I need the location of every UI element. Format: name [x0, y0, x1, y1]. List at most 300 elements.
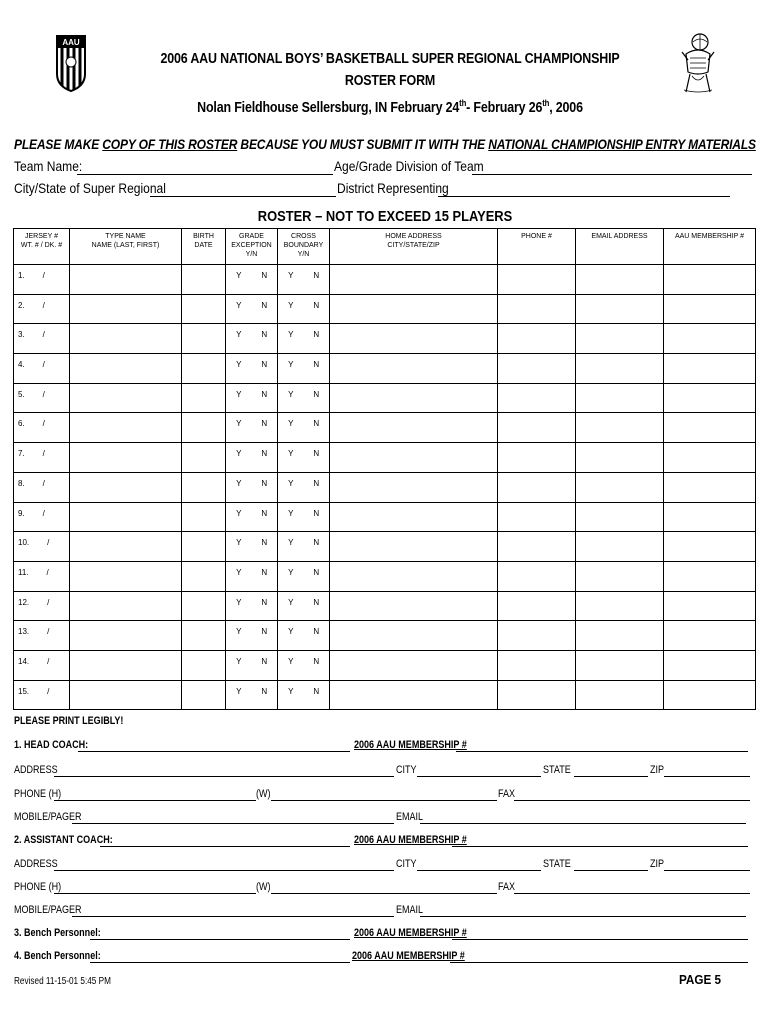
birth-date-cell[interactable] [182, 650, 226, 680]
jersey-cell[interactable] [14, 650, 70, 680]
cross-boundary-cell[interactable] [278, 443, 330, 473]
phone-cell[interactable] [498, 591, 576, 621]
birth-date-cell[interactable] [182, 265, 226, 295]
email-cell[interactable] [576, 413, 664, 443]
district-label: District Representing [337, 180, 449, 196]
head-coach-state-field[interactable] [574, 776, 648, 777]
grade-exception-cell[interactable] [226, 680, 278, 710]
column-header-text: BOUNDARY [283, 242, 324, 249]
form-title [90, 48, 690, 119]
row-number: 5. [18, 389, 25, 399]
yes-option[interactable]: Y [236, 330, 242, 340]
cross-boundary-cell[interactable] [278, 294, 330, 324]
no-option[interactable]: N [261, 330, 268, 340]
yes-option[interactable]: Y [288, 597, 294, 607]
table-row [14, 294, 756, 324]
yes-option[interactable]: Y [288, 538, 294, 548]
jersey-cell[interactable] [14, 294, 70, 324]
no-option[interactable]: N [261, 627, 268, 637]
email-cell[interactable] [576, 265, 664, 295]
column-header-text: WT. # / DK. # [20, 242, 63, 249]
home-address-cell[interactable] [330, 561, 498, 591]
name-cell[interactable] [70, 532, 182, 562]
email-cell[interactable] [576, 383, 664, 413]
yes-option[interactable]: Y [236, 360, 242, 370]
phone-cell[interactable] [498, 294, 576, 324]
head-coach-label: 1. HEAD COACH: [14, 739, 89, 751]
table-row [14, 472, 756, 502]
yes-option[interactable]: Y [288, 686, 294, 696]
birth-date-cell[interactable] [182, 472, 226, 502]
grade-exception-cell[interactable] [226, 591, 278, 621]
no-option[interactable]: N [313, 538, 320, 548]
phone-cell[interactable] [498, 383, 576, 413]
column-header-text: Y/N [297, 251, 310, 258]
head-coach-state-label: STATE [543, 764, 571, 776]
jersey-cell[interactable] [14, 383, 70, 413]
home-address-cell[interactable] [330, 472, 498, 502]
assistant-coach-address-label: ADDRESS [14, 858, 58, 870]
home-address-cell[interactable] [330, 621, 498, 651]
svg-text:AAU: AAU [62, 38, 80, 47]
bench-3-membership-label: 2006 AAU MEMBERSHIP # [354, 927, 467, 939]
yes-option[interactable]: Y [288, 478, 294, 488]
bench-3-membership-field[interactable] [452, 939, 748, 940]
jersey-cell[interactable] [14, 354, 70, 384]
jersey-separator: / [42, 360, 45, 370]
head-coach-city-field[interactable] [417, 776, 541, 777]
column-header-2 [70, 229, 182, 265]
membership-cell[interactable] [664, 621, 756, 651]
no-option[interactable]: N [313, 597, 320, 607]
grade-exception-cell[interactable] [226, 443, 278, 473]
membership-cell[interactable] [664, 502, 756, 532]
column-header-text: TYPE NAME [105, 233, 146, 240]
name-cell[interactable] [70, 650, 182, 680]
assistant-coach-email-label: EMAIL [396, 904, 424, 916]
column-header-text: GRADE [239, 233, 264, 240]
name-cell[interactable] [70, 383, 182, 413]
assistant-coach-zip-field[interactable] [664, 870, 750, 871]
jersey-cell[interactable] [14, 561, 70, 591]
jersey-separator: / [42, 508, 45, 518]
row-number: 14. [18, 656, 30, 666]
row-number: 13. [18, 627, 30, 637]
table-row [14, 502, 756, 532]
no-option[interactable]: N [261, 449, 268, 459]
yes-option[interactable]: Y [236, 300, 242, 310]
email-cell[interactable] [576, 650, 664, 680]
membership-cell[interactable] [664, 532, 756, 562]
jersey-separator: / [47, 597, 50, 607]
head-coach-fax-label: FAX [498, 788, 516, 800]
head-coach-membership-label: 2006 AAU MEMBERSHIP # [354, 739, 467, 751]
email-cell[interactable] [576, 502, 664, 532]
head-coach-mobile-field[interactable] [72, 823, 394, 824]
membership-cell[interactable] [664, 265, 756, 295]
no-option[interactable]: N [261, 419, 268, 429]
assistant-coach-mobile-field[interactable] [72, 916, 394, 917]
column-header-5 [278, 229, 330, 265]
head-coach-zip-label: ZIP [650, 764, 665, 776]
assistant-coach-membership-label: 2006 AAU MEMBERSHIP # [354, 834, 467, 846]
grade-exception-cell[interactable] [226, 265, 278, 295]
name-cell[interactable] [70, 265, 182, 295]
no-option[interactable]: N [261, 360, 268, 370]
jersey-cell[interactable] [14, 532, 70, 562]
birth-date-cell[interactable] [182, 354, 226, 384]
email-cell[interactable] [576, 324, 664, 354]
table-row [14, 650, 756, 680]
yes-option[interactable]: Y [236, 538, 242, 548]
head-coach-field[interactable] [78, 751, 350, 752]
assistant-coach-email-field[interactable] [420, 916, 746, 917]
home-address-cell[interactable] [330, 443, 498, 473]
grade-exception-cell[interactable] [226, 650, 278, 680]
jersey-cell[interactable] [14, 680, 70, 710]
cross-boundary-cell[interactable] [278, 354, 330, 384]
no-option[interactable]: N [313, 686, 320, 696]
membership-cell[interactable] [664, 650, 756, 680]
jersey-cell[interactable] [14, 413, 70, 443]
no-option[interactable]: N [261, 271, 268, 280]
yes-option[interactable]: Y [236, 597, 242, 607]
column-header-4 [226, 229, 278, 265]
no-option[interactable]: N [313, 330, 320, 340]
name-cell[interactable] [70, 621, 182, 651]
cross-boundary-cell[interactable] [278, 265, 330, 295]
name-cell[interactable] [70, 413, 182, 443]
grade-exception-cell[interactable] [226, 561, 278, 591]
home-address-cell[interactable] [330, 324, 498, 354]
title-line-2: ROSTER FORM [344, 73, 436, 89]
no-option[interactable]: N [261, 389, 268, 399]
column-header-text: CITY/STATE/ZIP [387, 242, 440, 249]
assistant-coach-city-field[interactable] [417, 870, 541, 871]
age-grade-field[interactable] [472, 174, 752, 175]
yes-option[interactable]: Y [288, 300, 294, 310]
birth-date-cell[interactable] [182, 680, 226, 710]
row-number: 11. [18, 567, 29, 577]
head-coach-phone-home-field[interactable] [54, 800, 256, 801]
column-header-text: Y/N [245, 251, 258, 258]
row-number: 9. [18, 508, 25, 518]
birth-date-cell[interactable] [182, 621, 226, 651]
home-address-cell[interactable] [330, 354, 498, 384]
phone-cell[interactable] [498, 354, 576, 384]
age-grade-label: Age/Grade Division of Team [334, 158, 484, 174]
home-address-cell[interactable] [330, 265, 498, 295]
home-address-cell[interactable] [330, 591, 498, 621]
cross-boundary-cell[interactable] [278, 383, 330, 413]
no-option[interactable]: N [313, 508, 320, 518]
no-option[interactable]: N [313, 627, 320, 637]
cross-boundary-cell[interactable] [278, 680, 330, 710]
table-row [14, 354, 756, 384]
no-option[interactable]: N [313, 449, 320, 459]
membership-cell[interactable] [664, 561, 756, 591]
grade-exception-cell[interactable] [226, 354, 278, 384]
team-name-field[interactable] [77, 174, 333, 175]
row-number: 12. [18, 597, 30, 607]
no-option[interactable]: N [313, 271, 320, 280]
phone-cell[interactable] [498, 413, 576, 443]
home-address-cell[interactable] [330, 413, 498, 443]
head-coach-email-field[interactable] [420, 823, 746, 824]
grade-exception-cell[interactable] [226, 324, 278, 354]
assistant-coach-city-label: CITY [396, 858, 417, 870]
head-coach-address-field[interactable] [54, 776, 394, 777]
no-option[interactable]: N [313, 567, 320, 577]
home-address-cell[interactable] [330, 502, 498, 532]
grade-exception-cell[interactable] [226, 621, 278, 651]
head-coach-membership-field[interactable] [456, 751, 748, 752]
yes-option[interactable]: Y [236, 686, 242, 696]
home-address-cell[interactable] [330, 383, 498, 413]
jersey-separator: / [47, 686, 50, 696]
table-row [14, 413, 756, 443]
assistant-coach-field[interactable] [100, 846, 350, 847]
column-header-1 [14, 229, 70, 265]
no-option[interactable]: N [261, 686, 268, 696]
membership-cell[interactable] [664, 680, 756, 710]
cross-boundary-cell[interactable] [278, 502, 330, 532]
email-cell[interactable] [576, 294, 664, 324]
phone-cell[interactable] [498, 502, 576, 532]
assistant-coach-label: 2. ASSISTANT COACH: [14, 834, 113, 846]
yes-option[interactable]: Y [288, 271, 294, 280]
membership-cell[interactable] [664, 591, 756, 621]
row-number: 7. [18, 449, 25, 459]
jersey-cell[interactable] [14, 621, 70, 651]
no-option[interactable]: N [261, 508, 268, 518]
yes-option[interactable]: Y [288, 508, 294, 518]
no-option[interactable]: N [261, 538, 268, 548]
no-option[interactable]: N [261, 597, 268, 607]
email-cell[interactable] [576, 443, 664, 473]
jersey-separator: / [47, 656, 50, 666]
membership-cell[interactable] [664, 413, 756, 443]
yes-option[interactable]: Y [288, 567, 294, 577]
column-header-text: HOME ADDRESS [385, 233, 442, 240]
jersey-separator: / [47, 538, 50, 548]
bench-personnel-3-field[interactable] [90, 939, 350, 940]
yes-option[interactable]: Y [236, 419, 242, 429]
assistant-coach-fax-label: FAX [498, 881, 516, 893]
no-option[interactable]: N [261, 478, 268, 488]
name-cell[interactable] [70, 561, 182, 591]
jersey-separator: / [42, 330, 45, 340]
membership-cell[interactable] [664, 472, 756, 502]
bench-4-membership-label: 2006 AAU MEMBERSHIP # [352, 950, 465, 962]
email-cell[interactable] [576, 532, 664, 562]
jersey-cell[interactable] [14, 265, 70, 295]
birth-date-cell[interactable] [182, 324, 226, 354]
phone-cell[interactable] [498, 265, 576, 295]
yes-option[interactable]: Y [236, 389, 242, 399]
head-coach-zip-field[interactable] [664, 776, 750, 777]
name-cell[interactable] [70, 354, 182, 384]
home-address-cell[interactable] [330, 294, 498, 324]
bench-personnel-4-label: 4. Bench Personnel: [14, 950, 101, 962]
name-cell[interactable] [70, 502, 182, 532]
no-option[interactable]: N [313, 419, 320, 429]
no-option[interactable]: N [313, 478, 320, 488]
jersey-cell[interactable] [14, 472, 70, 502]
assistant-coach-membership-field[interactable] [452, 846, 748, 847]
assistant-coach-phone-work-field[interactable] [271, 893, 497, 894]
bench-personnel-4-field[interactable] [90, 962, 350, 963]
yes-option[interactable]: Y [236, 627, 242, 637]
yes-option[interactable]: Y [288, 360, 294, 370]
city-state-field[interactable] [150, 196, 336, 197]
yes-option[interactable]: Y [236, 271, 242, 280]
cross-boundary-cell[interactable] [278, 621, 330, 651]
phone-cell[interactable] [498, 680, 576, 710]
phone-cell[interactable] [498, 650, 576, 680]
yes-option[interactable]: Y [236, 508, 242, 518]
head-coach-phone-work-field[interactable] [271, 800, 497, 801]
roster-heading: ROSTER – NOT TO EXCEED 15 PLAYERS [257, 208, 513, 225]
no-option[interactable]: N [261, 656, 268, 666]
assistant-coach-state-label: STATE [543, 858, 571, 870]
no-option[interactable]: N [313, 389, 320, 399]
jersey-cell[interactable] [14, 324, 70, 354]
cross-boundary-cell[interactable] [278, 650, 330, 680]
cross-boundary-cell[interactable] [278, 591, 330, 621]
no-option[interactable]: N [313, 360, 320, 370]
no-option[interactable]: N [261, 567, 268, 577]
assistant-coach-fax-field[interactable] [514, 893, 750, 894]
home-address-cell[interactable] [330, 650, 498, 680]
jersey-separator: / [42, 449, 45, 459]
birth-date-cell[interactable] [182, 561, 226, 591]
name-cell[interactable] [70, 324, 182, 354]
cross-boundary-cell[interactable] [278, 472, 330, 502]
name-cell[interactable] [70, 591, 182, 621]
head-coach-phone-label: PHONE (H) [14, 788, 62, 800]
home-address-cell[interactable] [330, 680, 498, 710]
grade-exception-cell[interactable] [226, 472, 278, 502]
assistant-coach-phone-work-label: (W) [256, 881, 271, 893]
membership-cell[interactable] [664, 383, 756, 413]
assistant-coach-state-field[interactable] [574, 870, 648, 871]
grade-exception-cell[interactable] [226, 532, 278, 562]
jersey-separator: / [42, 478, 45, 488]
row-number: 1. [18, 271, 25, 280]
row-number: 3. [18, 330, 25, 340]
email-cell[interactable] [576, 621, 664, 651]
email-cell[interactable] [576, 561, 664, 591]
assistant-coach-phone-home-field[interactable] [54, 893, 256, 894]
birth-date-cell[interactable] [182, 443, 226, 473]
phone-cell[interactable] [498, 472, 576, 502]
table-row [14, 591, 756, 621]
yes-option[interactable]: Y [288, 627, 294, 637]
yes-option[interactable]: Y [288, 389, 294, 399]
grade-exception-cell[interactable] [226, 294, 278, 324]
table-row [14, 443, 756, 473]
yes-option[interactable]: Y [288, 656, 294, 666]
birth-date-cell[interactable] [182, 591, 226, 621]
birth-date-cell[interactable] [182, 383, 226, 413]
grade-exception-cell[interactable] [226, 383, 278, 413]
jersey-separator: / [42, 300, 45, 310]
birth-date-cell[interactable] [182, 413, 226, 443]
email-cell[interactable] [576, 591, 664, 621]
assistant-coach-mobile-label: MOBILE/PAGER [14, 904, 82, 916]
title-line-3: Nolan Fieldhouse Sellersburg, IN February 24th- February 26th, 2006 [197, 98, 583, 116]
membership-cell[interactable] [664, 324, 756, 354]
yes-option[interactable]: Y [288, 419, 294, 429]
column-header-8 [576, 229, 664, 265]
row-number: 2. [18, 300, 25, 310]
email-cell[interactable] [576, 472, 664, 502]
name-cell[interactable] [70, 443, 182, 473]
grade-exception-cell[interactable] [226, 502, 278, 532]
yes-option[interactable]: Y [288, 449, 294, 459]
phone-cell[interactable] [498, 532, 576, 562]
yes-option[interactable]: Y [236, 656, 242, 666]
district-field[interactable] [438, 196, 730, 197]
cross-boundary-cell[interactable] [278, 561, 330, 591]
yes-option[interactable]: Y [236, 567, 242, 577]
no-option[interactable]: N [261, 300, 268, 310]
head-coach-city-label: CITY [396, 764, 417, 776]
table-row [14, 265, 756, 295]
yes-option[interactable]: Y [236, 478, 242, 488]
jersey-separator: / [47, 627, 50, 637]
name-cell[interactable] [70, 472, 182, 502]
head-coach-fax-field[interactable] [514, 800, 750, 801]
no-option[interactable]: N [313, 656, 320, 666]
jersey-cell[interactable] [14, 591, 70, 621]
column-header-9 [664, 229, 756, 265]
yes-option[interactable]: Y [236, 449, 242, 459]
membership-cell[interactable] [664, 443, 756, 473]
birth-date-cell[interactable] [182, 294, 226, 324]
email-cell[interactable] [576, 680, 664, 710]
bench-4-membership-field[interactable] [450, 962, 748, 963]
birth-date-cell[interactable] [182, 502, 226, 532]
membership-cell[interactable] [664, 294, 756, 324]
birth-date-cell[interactable] [182, 532, 226, 562]
email-cell[interactable] [576, 354, 664, 384]
cross-boundary-cell[interactable] [278, 532, 330, 562]
phone-cell[interactable] [498, 324, 576, 354]
column-header-text: AAU MEMBERSHIP # [674, 233, 745, 240]
phone-cell[interactable] [498, 621, 576, 651]
jersey-cell[interactable] [14, 502, 70, 532]
cross-boundary-cell[interactable] [278, 413, 330, 443]
yes-option[interactable]: Y [288, 330, 294, 340]
home-address-cell[interactable] [330, 532, 498, 562]
no-option[interactable]: N [313, 300, 320, 310]
membership-cell[interactable] [664, 354, 756, 384]
assistant-coach-address-field[interactable] [54, 870, 394, 871]
row-number: 6. [18, 419, 25, 429]
jersey-cell[interactable] [14, 443, 70, 473]
cross-boundary-cell[interactable] [278, 324, 330, 354]
name-cell[interactable] [70, 680, 182, 710]
city-state-label: City/State of Super Regional [14, 180, 166, 196]
grade-exception-cell[interactable] [226, 413, 278, 443]
row-number: 10. [18, 538, 30, 548]
phone-cell[interactable] [498, 561, 576, 591]
table-row [14, 680, 756, 710]
phone-cell[interactable] [498, 443, 576, 473]
name-cell[interactable] [70, 294, 182, 324]
